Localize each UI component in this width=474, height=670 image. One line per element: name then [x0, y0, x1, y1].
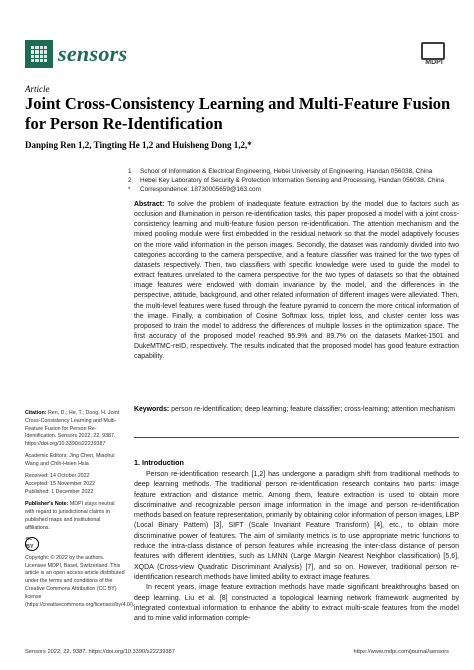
divider [134, 437, 459, 438]
cc-license-icon[interactable] [25, 537, 125, 551]
correspondence: * Correspondence: 18730005659@163.com [128, 186, 261, 193]
abstract-text: To solve the problem of inadequate feature extraction by the model due to factors such as occlusion and illumination in person re-identification tasks, this paper proposed a model with a joint cross-consistency learning and multi-feature fusion person re-identification. The attention mechanism and the mixed pooling module were first embedded in the residual network so that the model adaptively focuses on the more valid information in the person images. Secondly, the dataset was randomly divided into two categories according to the camera perspective, and a feature classifier was trained for the two types of datasets respectively. Then, two classifiers with specific knowledge were used to guide the model to extract features unrelated to the camera perspective for the two types of datasets so that the obtained image features were endowed with domain invariance by the model, and the differences in the perspective, attitude, background, and other related information of different images were alleviated. Then, the multi-level features were fused through the feature pyramid to concern the more critical information of the image. Finally, a combination of Cosine Softmax loss, triplet loss, and cluster center loss was proposed to train the model to address the differences of multiple losses in the optimization space. The first accuracy of the proposed model reached 95.9% and 89.7% on the datasets Market-1501 and DukeMTMC-reID, respectively. The results indicated that the proposed model has good feature extraction capability. [134, 201, 459, 361]
article-type: Article [25, 84, 50, 94]
paragraph: In recent years, image feature extraction methods have made significant breakthroughs based on deep learning. Liu et al. [8] constructed a topological learning network framework augmented by integrated contextual information to enhance the ability to extract multi-scale features from the model and to mine valid information comple- [134, 584, 459, 623]
affiliation-item: 2 Hebei Key Laboratory of Security & Protection Information Sensing and Processing, Handan 056038, China [128, 177, 445, 184]
abstract [134, 200, 459, 363]
keywords-label: Keywords: [134, 406, 170, 413]
journal-url-link[interactable]: https://www.mdpi.com/journal/sensors [353, 649, 449, 655]
publication-dates [25, 473, 125, 496]
journal-logo-icon [25, 40, 53, 68]
journal-header [25, 40, 449, 74]
section-heading: 1. Introduction [134, 458, 184, 467]
affiliations [128, 167, 458, 194]
publisher-name: MDPI [425, 59, 443, 66]
article-sidebar [25, 410, 135, 614]
mdpi-logo-icon [419, 42, 449, 68]
keywords [134, 405, 459, 415]
introduction-body [134, 470, 459, 624]
abstract-label: Abstract: [134, 201, 165, 208]
keywords-text: person re-identification; deep learning; feature classifier; cross-learning; attention mechanism [171, 406, 455, 413]
accepted-date: Accepted: 15 November 2022 [25, 481, 96, 488]
copyright-notice: Copyright: © 2022 by the authors. Licensee MDPI, Basel, Switzerland. This article is an open access article distributed under the terms and conditions of the Creative Commons Attribution (CC BY) license (https://creativecommons.org/licenses/by/4.0/). [25, 554, 135, 608]
paragraph: Person re-identification research [1,2] has undergone a paradigm shift from traditional methods to deep learning methods. The traditional person re-identification research contains two parts: image feature extraction and distance metric. Among them, feature extraction is used to obtain more discriminative and recognizable person image information in the image and person re-identification methods based on feature representation, primarily by obtaining color information of person images, LBP (Local Binary Pattern) [3], SIFT (Scale Invariant Feature Transform) [4], etc., to obtain more discriminative power of features. The aim of similarity metrics is to use appropriate metric functions to reduce the intra-class distance of person features while increasing the inter-class distance of person features with different identities, such as LMNN (Large Margin Nearest Neighbor classification) [5,6], XQDA (Cross-view Quadratic Discriminant Analysis) [7], and so on. However, traditional person re-identification research methods have limited ability to extract image features. [134, 471, 459, 581]
paper-title: Joint Cross-Consistency Learning and Multi-Feature Fusion for Person Re-Identification [25, 94, 451, 133]
author-list: Danping Ren 1,2, Tingting He 1,2 and Huisheng Dong 1,2,* [25, 140, 252, 150]
footer-citation: Sensors 2022, 22, 9387. https://doi.org/10.3390/s22239387 [25, 649, 175, 655]
journal-name: sensors [58, 41, 128, 66]
published-date: Published: 1 December 2022 [25, 488, 94, 495]
publisher-note: Publisher's Note: MDPI stays neutral with regard to jurisdictional claims in published maps and institutional affiliations. [25, 501, 115, 531]
citation: Citation: Ren, D.; He, T.; Dong, H. Joint Cross-Consistency Learning and Multi-Feature Fusion for Person Re-Identification. Sensors 2022, 22, 9387. https://doi.org/10.3390/s22239387 [25, 410, 120, 448]
cc-badge-text: cc BY [25, 537, 39, 551]
received-date: Received: 14 October 2022 [25, 473, 90, 480]
affiliation-item: 1 School of Information & Electrical Engineering, Hebei University of Engineering, Handan 056038, China [128, 168, 433, 175]
academic-editors: Academic Editors: Jing Chen, Miaohui Wang and Chih-Hsien Hsia [25, 453, 115, 468]
